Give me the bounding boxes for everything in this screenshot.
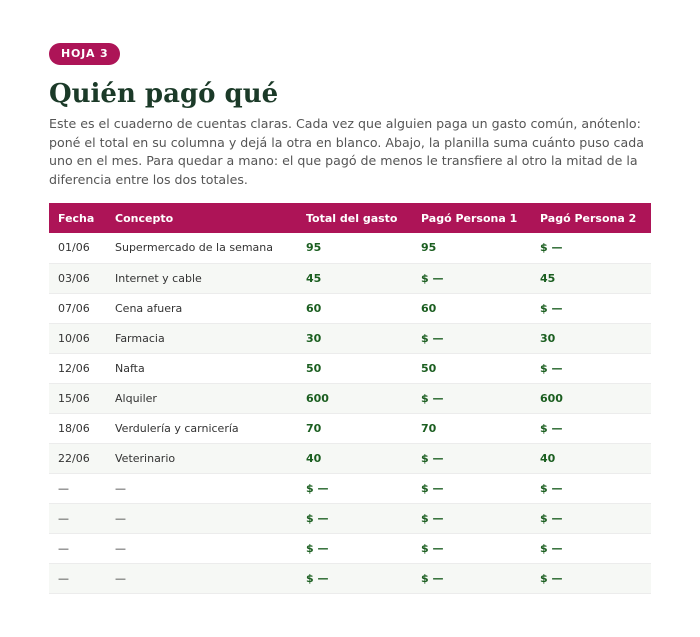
header-concepto: Concepto: [115, 211, 174, 225]
cell-persona-2[interactable]: $ —: [540, 241, 563, 255]
cell-date[interactable]: 12/06: [58, 361, 90, 375]
table-row: [49, 383, 651, 413]
cell-concept[interactable]: —: [115, 511, 126, 525]
cell-concept[interactable]: Farmacia: [115, 331, 165, 345]
cell-persona-1[interactable]: $ —: [421, 511, 444, 525]
cell-persona-2[interactable]: 45: [540, 271, 556, 285]
cell-total[interactable]: 60: [306, 301, 322, 315]
cell-concept[interactable]: Alquiler: [115, 391, 157, 405]
table-row: [49, 293, 651, 323]
table-row: [49, 443, 651, 473]
cell-persona-1[interactable]: $ —: [421, 451, 444, 465]
table-row: [49, 413, 651, 443]
cell-total[interactable]: 45: [306, 271, 322, 285]
table-row: [49, 563, 651, 593]
cell-total[interactable]: 95: [306, 241, 322, 255]
cell-persona-1[interactable]: $ —: [421, 331, 444, 345]
cell-persona-1[interactable]: 70: [421, 421, 437, 435]
cell-date[interactable]: 15/06: [58, 391, 90, 405]
cell-total[interactable]: $ —: [306, 541, 329, 555]
cell-date[interactable]: 22/06: [58, 451, 90, 465]
table-row: [49, 263, 651, 293]
cell-persona-2[interactable]: $ —: [540, 301, 563, 315]
table-header-row: [49, 203, 651, 233]
cell-total[interactable]: 40: [306, 451, 322, 465]
table-row: [49, 503, 651, 533]
cell-persona-1[interactable]: 50: [421, 361, 437, 375]
cell-persona-2[interactable]: 40: [540, 451, 556, 465]
cell-concept[interactable]: —: [115, 481, 126, 495]
sheet-badge: HOJA 3: [49, 43, 120, 65]
table-row: [49, 353, 651, 383]
cell-total[interactable]: 70: [306, 421, 322, 435]
cell-persona-2[interactable]: $ —: [540, 571, 563, 585]
cell-persona-2[interactable]: $ —: [540, 421, 563, 435]
expenses-table: [49, 203, 651, 594]
cell-concept[interactable]: —: [115, 571, 126, 585]
cell-date[interactable]: 07/06: [58, 301, 90, 315]
page-title: Quién pagó qué: [49, 79, 279, 109]
cell-persona-2[interactable]: $ —: [540, 511, 563, 525]
cell-concept[interactable]: —: [115, 541, 126, 555]
cell-persona-2[interactable]: 30: [540, 331, 556, 345]
cell-persona-2[interactable]: 600: [540, 391, 563, 405]
cell-total[interactable]: 50: [306, 361, 322, 375]
cell-date[interactable]: 18/06: [58, 421, 90, 435]
cell-persona-1[interactable]: $ —: [421, 481, 444, 495]
cell-date[interactable]: —: [58, 511, 69, 525]
cell-persona-1[interactable]: $ —: [421, 541, 444, 555]
cell-concept[interactable]: Supermercado de la semana: [115, 241, 274, 255]
table-row: [49, 323, 651, 353]
table-row: [49, 533, 651, 563]
cell-persona-2[interactable]: $ —: [540, 361, 563, 375]
cell-concept[interactable]: Cena afuera: [115, 301, 183, 315]
cell-total[interactable]: 600: [306, 391, 329, 405]
cell-date[interactable]: —: [58, 571, 69, 585]
cell-persona-1[interactable]: $ —: [421, 391, 444, 405]
header-persona-2: Pagó Persona 2: [540, 211, 637, 225]
cell-persona-1[interactable]: 60: [421, 301, 437, 315]
cell-total[interactable]: 30: [306, 331, 322, 345]
cell-date[interactable]: —: [58, 541, 69, 555]
cell-concept[interactable]: Nafta: [115, 361, 145, 375]
header-fecha: Fecha: [58, 211, 95, 225]
cell-concept[interactable]: Internet y cable: [115, 271, 202, 285]
table-body: [49, 233, 651, 593]
table-row: [49, 233, 651, 263]
cell-total[interactable]: $ —: [306, 571, 329, 585]
cell-date[interactable]: —: [58, 481, 69, 495]
table-row: [49, 473, 651, 503]
cell-persona-2[interactable]: $ —: [540, 541, 563, 555]
cell-persona-1[interactable]: 95: [421, 241, 437, 255]
cell-persona-1[interactable]: $ —: [421, 271, 444, 285]
cell-concept[interactable]: Verdulería y carnicería: [115, 421, 239, 435]
cell-date[interactable]: 01/06: [58, 241, 90, 255]
cell-date[interactable]: 10/06: [58, 331, 90, 345]
cell-total[interactable]: $ —: [306, 481, 329, 495]
cell-persona-2[interactable]: $ —: [540, 481, 563, 495]
cell-persona-1[interactable]: $ —: [421, 571, 444, 585]
cell-total[interactable]: $ —: [306, 511, 329, 525]
page-description: Este es el cuaderno de cuentas claras. Cada vez que alguien paga un gasto común, anótenlo: poné el total en su columna y dejá la otra en blanco. Abajo, la planilla suma cuánto puso cada uno en el mes. Para quedar a mano: el que pagó de menos le transfiere al otro la mitad de la diferencia entre los dos totales.: [49, 116, 644, 187]
cell-date[interactable]: 03/06: [58, 271, 90, 285]
header-persona-1: Pagó Persona 1: [421, 211, 518, 225]
header-total: Total del gasto: [306, 211, 398, 225]
cell-concept[interactable]: Veterinario: [115, 451, 176, 465]
